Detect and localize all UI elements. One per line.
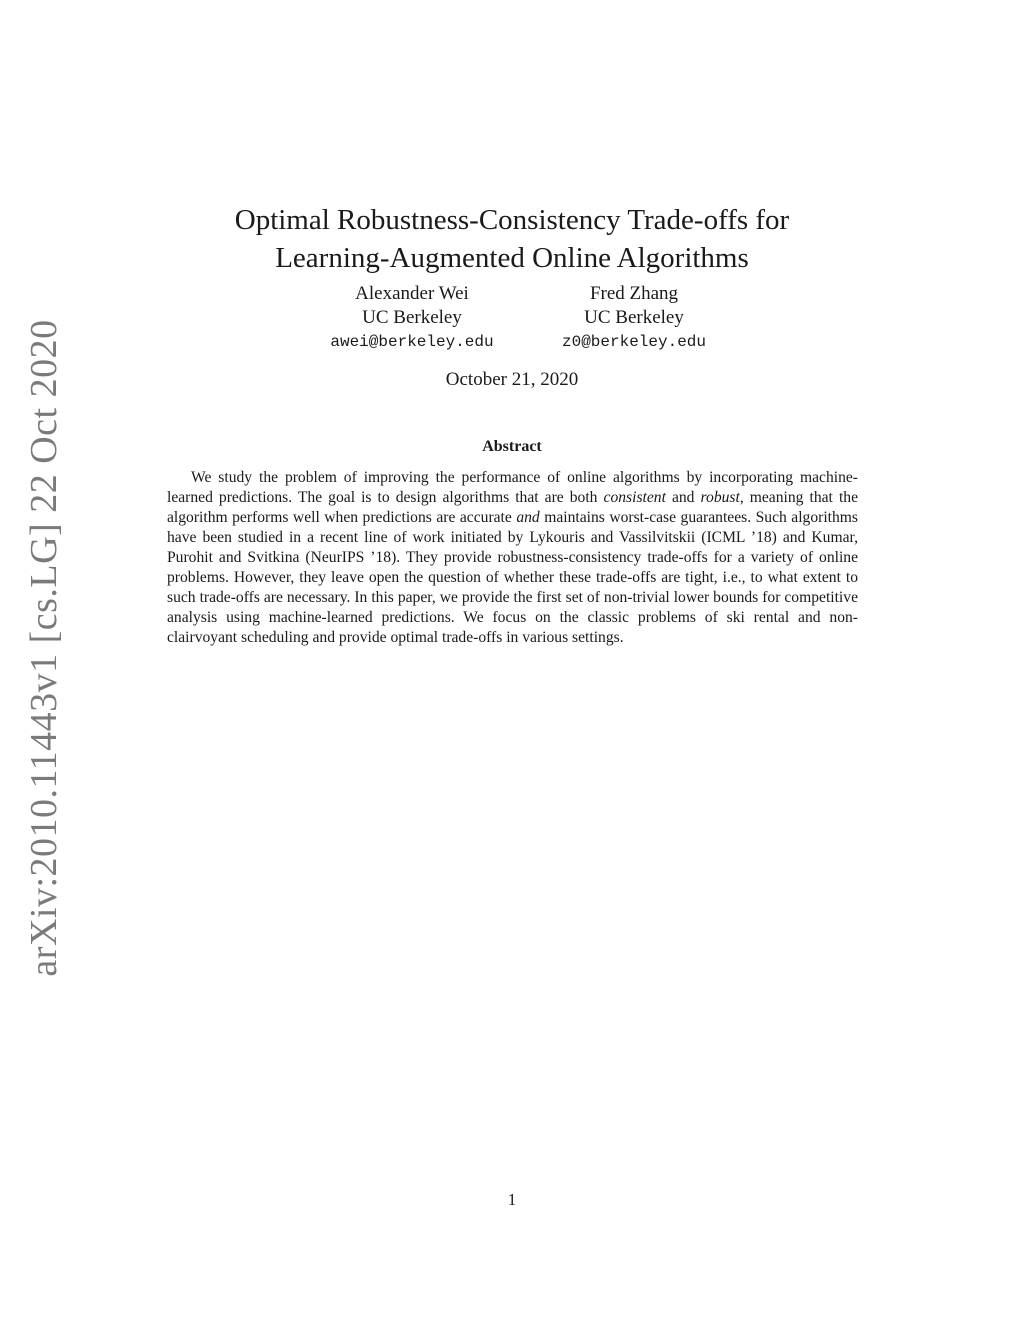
author-affiliation: UC Berkeley [584, 307, 684, 328]
paper-title [0, 201, 1024, 277]
paper-title-line-1: Optimal Robustness-Consistency Trade-offs for [234, 204, 790, 237]
abstract-text-part: and [665, 489, 701, 506]
author-name: Alexander Wei [355, 283, 469, 304]
abstract-emphasis-robust: robust [700, 489, 740, 506]
abstract-heading: Abstract [482, 438, 542, 455]
paper-title-line-2: Learning-Augmented Online Algorithms [275, 242, 749, 275]
abstract-emphasis-and: and [516, 509, 540, 526]
abstract-emphasis-consistent: consistent [603, 489, 666, 506]
author-name: Fred Zhang [589, 283, 679, 304]
author-email[interactable]: z0@berkeley.edu [561, 333, 707, 351]
author-block-wei [292, 282, 532, 354]
abstract-text-part: We study the problem of improving the performance of online algorithms by incorporating machine-learned predictions. The goal is to design algorithms that are both [167, 469, 858, 506]
paper-date: October 21, 2020 [445, 369, 579, 390]
abstract-text-part: , meaning that the algorithm performs well when predictions are accurate [167, 489, 858, 526]
abstract-text [167, 468, 858, 648]
author-block-zhang [514, 282, 754, 354]
arxiv-identifier: arXiv:2010.11443v1 [cs.LG] 22 Oct 2020 [23, 319, 65, 977]
page-number: 1 [507, 1190, 517, 1209]
author-email[interactable]: awei@berkeley.edu [330, 333, 494, 351]
abstract-text-part: maintains worst-case guarantees. Such algorithms have been studied in a recent line of work initiated by Lykouris and Vassilvitskii (ICML ’18) and Kumar, Purohit and Svitkina (NeurIPS ’18). They provide robustness-consistency trade-offs for a variety of online problems. However, they leave open the question of whether these trade-offs are tight, i.e., to what extent to such trade-offs are necessary. In this paper, we provide the first set of non-trivial lower bounds for competitive analysis using machine-learned predictions. We focus on the classic problems of ski rental and non-clairvoyant scheduling and provide optimal trade-offs in various settings. [167, 509, 858, 646]
author-affiliation: UC Berkeley [362, 307, 462, 328]
